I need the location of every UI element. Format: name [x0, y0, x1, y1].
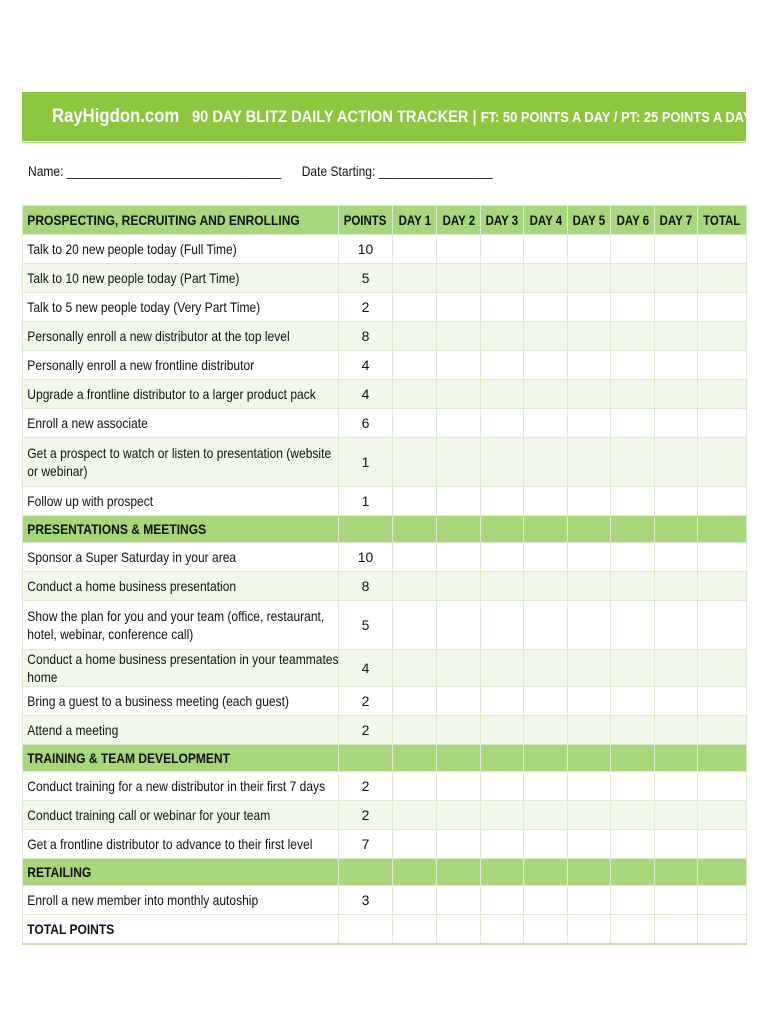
day3-cell[interactable] [481, 601, 524, 650]
task-label: Get a frontline distributor to advance to their first level [23, 830, 339, 859]
section-filler-cell [611, 745, 655, 772]
task-label: Talk to 10 new people today (Part Time) [23, 264, 339, 293]
day2-cell[interactable] [437, 687, 481, 716]
total-cell[interactable] [698, 801, 747, 830]
day3-cell[interactable] [481, 543, 524, 572]
total-cell[interactable] [698, 687, 747, 716]
tracker-subtitle: FT: 50 POINTS A DAY / PT: 25 POINTS A DAY [480, 108, 752, 126]
tracker-title [192, 107, 751, 127]
day5-cell[interactable] [568, 438, 611, 487]
day1-cell[interactable] [393, 438, 437, 487]
section-filler-cell [437, 745, 481, 772]
day4-cell[interactable] [524, 830, 568, 859]
day4-cell[interactable] [524, 438, 568, 487]
section-training [23, 745, 747, 772]
day6-cell[interactable] [611, 830, 655, 859]
day7-cell[interactable] [655, 801, 698, 830]
total-cell[interactable] [698, 235, 747, 264]
day7-cell[interactable] [655, 601, 698, 650]
day5-cell[interactable] [568, 409, 611, 438]
day3-cell[interactable] [481, 235, 524, 264]
table-row [23, 264, 747, 293]
table-row [23, 543, 747, 572]
banner-divider [22, 142, 746, 143]
day7-cell[interactable] [655, 886, 698, 915]
table-row [23, 886, 747, 915]
day5-cell[interactable] [568, 235, 611, 264]
task-label: Enroll a new member into monthly autoship [23, 886, 339, 915]
day7-cell[interactable] [655, 264, 698, 293]
day5-cell[interactable] [568, 716, 611, 745]
day1-cell[interactable] [393, 543, 437, 572]
day7-header: DAY 7 [655, 206, 698, 235]
day3-cell[interactable] [481, 572, 524, 601]
day6-header: DAY 6 [611, 206, 655, 235]
task-label: Talk to 5 new people today (Very Part Time) [23, 293, 339, 322]
day4-cell[interactable] [524, 264, 568, 293]
points-value: 2 [339, 772, 393, 801]
table-row [23, 716, 747, 745]
task-label: Conduct training for a new distributor in their first 7 days [23, 772, 339, 801]
day7-cell[interactable] [655, 543, 698, 572]
section-filler-cell [611, 859, 655, 886]
day7-cell[interactable] [655, 438, 698, 487]
day2-cell[interactable] [437, 322, 481, 351]
total-cell[interactable] [698, 886, 747, 915]
task-label: Conduct training call or webinar for your team [23, 801, 339, 830]
day6-cell[interactable] [611, 716, 655, 745]
table-row [23, 438, 747, 487]
day5-cell[interactable] [568, 772, 611, 801]
total-cell[interactable] [698, 716, 747, 745]
section-filler-cell [698, 859, 747, 886]
day2-cell[interactable] [437, 351, 481, 380]
day5-cell[interactable] [568, 886, 611, 915]
table-row [23, 801, 747, 830]
day2-cell[interactable] [437, 572, 481, 601]
task-label: Personally enroll a new distributor at the top level [23, 322, 339, 351]
day1-cell[interactable] [393, 772, 437, 801]
total-cell[interactable] [698, 293, 747, 322]
day3-cell[interactable] [481, 293, 524, 322]
day3-cell[interactable] [481, 772, 524, 801]
form-row [28, 163, 493, 179]
date-starting-field[interactable]: Date Starting: _________________ [301, 163, 493, 179]
table-row [23, 772, 747, 801]
day1-cell[interactable] [393, 487, 437, 516]
day1-cell[interactable] [393, 264, 437, 293]
total-cell[interactable] [698, 572, 747, 601]
name-field[interactable]: Name: ________________________________ [28, 163, 282, 179]
table-row [23, 322, 747, 351]
grand-total-cell[interactable] [698, 915, 747, 945]
section-filler-cell [393, 745, 437, 772]
section-filler-cell [481, 516, 524, 543]
points-value: 4 [339, 351, 393, 380]
day5-cell[interactable] [568, 293, 611, 322]
total-cell[interactable] [698, 438, 747, 487]
day1-cell[interactable] [393, 687, 437, 716]
task-label: Upgrade a frontline distributor to a larger product pack [23, 380, 339, 409]
day1-cell[interactable] [393, 409, 437, 438]
table-row [23, 650, 747, 687]
total-points-row [23, 915, 747, 945]
action-tracker-table [22, 205, 747, 945]
section-title: RETAILING [23, 859, 339, 886]
points-value: 1 [339, 487, 393, 516]
day3-cell[interactable] [481, 687, 524, 716]
day7-cell[interactable] [655, 351, 698, 380]
task-label: Conduct a home business presentation [23, 572, 339, 601]
day5-cell[interactable] [568, 650, 611, 687]
day1-cell[interactable] [393, 293, 437, 322]
section-filler-cell [481, 745, 524, 772]
day3-cell[interactable] [481, 409, 524, 438]
day1-cell[interactable] [393, 601, 437, 650]
day6-cell[interactable] [611, 380, 655, 409]
day6-cell[interactable] [611, 409, 655, 438]
section-filler-cell [393, 859, 437, 886]
total-cell[interactable] [698, 409, 747, 438]
day3-cell[interactable] [481, 830, 524, 859]
day6-cell[interactable] [611, 886, 655, 915]
day5-cell[interactable] [568, 830, 611, 859]
day3-cell[interactable] [481, 886, 524, 915]
day2-cell[interactable] [437, 380, 481, 409]
day4-total-cell[interactable] [524, 915, 568, 945]
day7-cell[interactable] [655, 687, 698, 716]
day3-cell[interactable] [481, 650, 524, 687]
points-value: 10 [339, 235, 393, 264]
section-filler-cell [481, 859, 524, 886]
tracker-body [23, 235, 747, 945]
day6-cell[interactable] [611, 487, 655, 516]
task-label: Attend a meeting [23, 716, 339, 745]
day7-total-cell[interactable] [655, 915, 698, 945]
total-cell[interactable] [698, 650, 747, 687]
day6-cell[interactable] [611, 650, 655, 687]
task-label: Get a prospect to watch or listen to presentation (website or webinar) [23, 438, 339, 487]
header-banner [22, 92, 752, 141]
points-header: POINTS [339, 206, 393, 235]
points-value: 4 [339, 650, 393, 687]
day6-cell[interactable] [611, 543, 655, 572]
points-value: 1 [339, 438, 393, 487]
table-row [23, 351, 747, 380]
day7-cell[interactable] [655, 716, 698, 745]
day2-cell[interactable] [437, 801, 481, 830]
day2-cell[interactable] [437, 650, 481, 687]
day3-cell[interactable] [481, 380, 524, 409]
day6-total-cell[interactable] [611, 915, 655, 945]
task-label: Talk to 20 new people today (Full Time) [23, 235, 339, 264]
day1-cell[interactable] [393, 351, 437, 380]
section-filler-cell [339, 745, 393, 772]
day5-cell[interactable] [568, 687, 611, 716]
total-cell[interactable] [698, 601, 747, 650]
section-filler-cell [698, 516, 747, 543]
task-label: Bring a guest to a business meeting (each guest) [23, 687, 339, 716]
total-cell[interactable] [698, 543, 747, 572]
day6-cell[interactable] [611, 264, 655, 293]
title-text: 90 DAY BLITZ DAILY ACTION TRACKER | [192, 106, 477, 126]
section-filler-cell [437, 859, 481, 886]
day5-cell[interactable] [568, 572, 611, 601]
day6-cell[interactable] [611, 801, 655, 830]
day3-cell[interactable] [481, 716, 524, 745]
day3-cell[interactable] [481, 322, 524, 351]
day5-cell[interactable] [568, 543, 611, 572]
points-value: 5 [339, 601, 393, 650]
day1-cell[interactable] [393, 322, 437, 351]
day4-cell[interactable] [524, 487, 568, 516]
section-filler-cell [524, 859, 568, 886]
day7-cell[interactable] [655, 322, 698, 351]
day2-cell[interactable] [437, 716, 481, 745]
points-total-cell [339, 915, 393, 945]
points-value: 2 [339, 716, 393, 745]
table-row [23, 235, 747, 264]
section-title: TRAINING & TEAM DEVELOPMENT [23, 745, 339, 772]
day1-cell[interactable] [393, 801, 437, 830]
day6-cell[interactable] [611, 772, 655, 801]
day4-cell[interactable] [524, 235, 568, 264]
section-filler-cell [655, 516, 698, 543]
header-row [23, 206, 747, 235]
day6-cell[interactable] [611, 601, 655, 650]
points-value: 2 [339, 801, 393, 830]
day5-cell[interactable] [568, 487, 611, 516]
total-cell[interactable] [698, 487, 747, 516]
section-filler-cell [339, 516, 393, 543]
day3-cell[interactable] [481, 264, 524, 293]
day2-cell[interactable] [437, 772, 481, 801]
section-filler-cell [393, 516, 437, 543]
day4-cell[interactable] [524, 351, 568, 380]
day1-cell[interactable] [393, 886, 437, 915]
total-cell[interactable] [698, 380, 747, 409]
day4-cell[interactable] [524, 380, 568, 409]
day5-header: DAY 5 [568, 206, 611, 235]
day5-cell[interactable] [568, 380, 611, 409]
day1-cell[interactable] [393, 830, 437, 859]
section-filler-cell [524, 745, 568, 772]
day7-cell[interactable] [655, 380, 698, 409]
day5-cell[interactable] [568, 801, 611, 830]
points-value: 8 [339, 572, 393, 601]
points-value: 2 [339, 687, 393, 716]
day4-cell[interactable] [524, 772, 568, 801]
section-filler-cell [698, 745, 747, 772]
day5-cell[interactable] [568, 264, 611, 293]
section-filler-cell [524, 516, 568, 543]
section-title-prospecting: PROSPECTING, RECRUITING AND ENROLLING [23, 206, 339, 235]
day1-cell[interactable] [393, 650, 437, 687]
task-label: Show the plan for you and your team (office, restaurant, hotel, webinar, conference call) [23, 601, 339, 650]
points-value: 8 [339, 322, 393, 351]
day1-total-cell[interactable] [393, 915, 437, 945]
day4-cell[interactable] [524, 801, 568, 830]
section-filler-cell [568, 859, 611, 886]
total-header: TOTAL [698, 206, 747, 235]
task-label: Sponsor a Super Saturday in your area [23, 543, 339, 572]
day2-cell[interactable] [437, 438, 481, 487]
day4-cell[interactable] [524, 601, 568, 650]
points-value: 4 [339, 380, 393, 409]
points-value: 7 [339, 830, 393, 859]
table-row [23, 380, 747, 409]
day7-cell[interactable] [655, 487, 698, 516]
day2-header: DAY 2 [437, 206, 481, 235]
day7-cell[interactable] [655, 572, 698, 601]
day2-cell[interactable] [437, 235, 481, 264]
day3-cell[interactable] [481, 438, 524, 487]
day2-cell[interactable] [437, 601, 481, 650]
total-cell[interactable] [698, 772, 747, 801]
section-filler-cell [655, 859, 698, 886]
section-presentations [23, 516, 747, 543]
day2-cell[interactable] [437, 830, 481, 859]
table-row [23, 572, 747, 601]
day4-cell[interactable] [524, 716, 568, 745]
day4-cell[interactable] [524, 572, 568, 601]
day5-cell[interactable] [568, 351, 611, 380]
day1-cell[interactable] [393, 235, 437, 264]
total-cell[interactable] [698, 322, 747, 351]
day1-cell[interactable] [393, 380, 437, 409]
day3-total-cell[interactable] [481, 915, 524, 945]
table-row [23, 830, 747, 859]
task-label: Conduct a home business presentation in your teammates home [23, 650, 339, 687]
day6-cell[interactable] [611, 351, 655, 380]
day2-total-cell[interactable] [437, 915, 481, 945]
points-value: 10 [339, 543, 393, 572]
day3-header: DAY 3 [481, 206, 524, 235]
day2-cell[interactable] [437, 264, 481, 293]
section-retailing [23, 859, 747, 886]
task-label: Personally enroll a new frontline distributor [23, 351, 339, 380]
day1-header: DAY 1 [393, 206, 437, 235]
day4-cell[interactable] [524, 886, 568, 915]
day3-cell[interactable] [481, 487, 524, 516]
day7-cell[interactable] [655, 235, 698, 264]
section-filler-cell [568, 745, 611, 772]
day7-cell[interactable] [655, 293, 698, 322]
day4-cell[interactable] [524, 293, 568, 322]
day6-cell[interactable] [611, 687, 655, 716]
total-cell[interactable] [698, 830, 747, 859]
table-row [23, 601, 747, 650]
day7-cell[interactable] [655, 830, 698, 859]
day2-cell[interactable] [437, 886, 481, 915]
day1-cell[interactable] [393, 572, 437, 601]
points-value: 2 [339, 293, 393, 322]
table-row [23, 409, 747, 438]
section-filler-cell [437, 516, 481, 543]
day5-cell[interactable] [568, 601, 611, 650]
section-filler-cell [611, 516, 655, 543]
day2-cell[interactable] [437, 409, 481, 438]
section-filler-cell [655, 745, 698, 772]
day6-cell[interactable] [611, 438, 655, 487]
day6-cell[interactable] [611, 572, 655, 601]
day3-cell[interactable] [481, 801, 524, 830]
task-label: Enroll a new associate [23, 409, 339, 438]
section-filler-cell [568, 516, 611, 543]
day7-cell[interactable] [655, 772, 698, 801]
table-row [23, 687, 747, 716]
day5-total-cell[interactable] [568, 915, 611, 945]
day4-cell[interactable] [524, 543, 568, 572]
day6-cell[interactable] [611, 293, 655, 322]
day4-cell[interactable] [524, 409, 568, 438]
day2-cell[interactable] [437, 293, 481, 322]
points-value: 6 [339, 409, 393, 438]
section-title: PRESENTATIONS & MEETINGS [23, 516, 339, 543]
points-value: 3 [339, 886, 393, 915]
section-filler-cell [339, 859, 393, 886]
points-value: 5 [339, 264, 393, 293]
total-cell[interactable] [698, 351, 747, 380]
total-cell[interactable] [698, 264, 747, 293]
day4-header: DAY 4 [524, 206, 568, 235]
table-row [23, 487, 747, 516]
day2-cell[interactable] [437, 543, 481, 572]
day5-cell[interactable] [568, 322, 611, 351]
day4-cell[interactable] [524, 687, 568, 716]
table-row [23, 293, 747, 322]
day7-cell[interactable] [655, 409, 698, 438]
total-points-label: TOTAL POINTS [23, 915, 339, 945]
day4-cell[interactable] [524, 650, 568, 687]
day2-cell[interactable] [437, 487, 481, 516]
day7-cell[interactable] [655, 650, 698, 687]
day4-cell[interactable] [524, 322, 568, 351]
day6-cell[interactable] [611, 322, 655, 351]
day6-cell[interactable] [611, 235, 655, 264]
day3-cell[interactable] [481, 351, 524, 380]
brand-name: RayHigdon.com [52, 105, 180, 127]
task-label: Follow up with prospect [23, 487, 339, 516]
day1-cell[interactable] [393, 716, 437, 745]
